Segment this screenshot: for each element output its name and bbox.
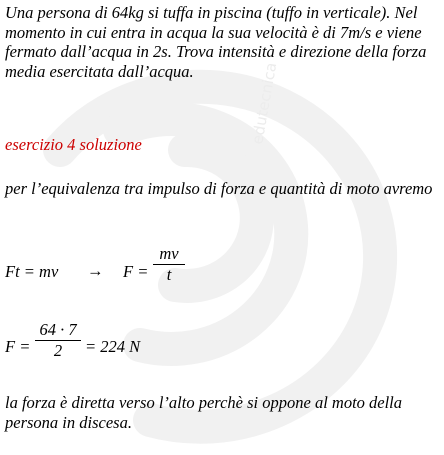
problem-statement: Una persona di 64kg si tuffa in piscina (tuffo in verticale). Nel momento in cui entra in acqua la sua velocità è di 7m/s e viene fermato dall’acqua in 2s. Trova intensità e direzione della forza media esercitata dall’acqua. [5,3,427,81]
fraction-mv-over-t [153,245,185,284]
fraction-denominator: t [166,265,172,284]
fraction-denominator: 2 [53,341,63,360]
equation-result-rhs: = 224 N [85,337,141,356]
equation-result [5,321,305,371]
solution-title: esercizio 4 soluzione [5,135,142,154]
implies-arrow: → [87,261,104,280]
equation-force-lhs: F = [123,262,149,281]
fraction-64x7-over-2 [35,321,81,360]
equation-result-lhs: F = [5,337,31,356]
svg-text:edutecnica: edutecnica [248,61,281,146]
fraction-numerator: mv [159,244,179,263]
solution-conclusion: la forza è diretta verso l’alto perchè si oppone al moto della persona in discesa. [5,393,403,432]
fraction-numerator: 64 · 7 [39,320,77,339]
solution-intro: per l’equivalenza tra impulso di forza e quantità di moto avremo [5,179,433,198]
equation-impulse [5,245,305,295]
equation-impulse-lhs: Ft = mv [5,262,59,281]
